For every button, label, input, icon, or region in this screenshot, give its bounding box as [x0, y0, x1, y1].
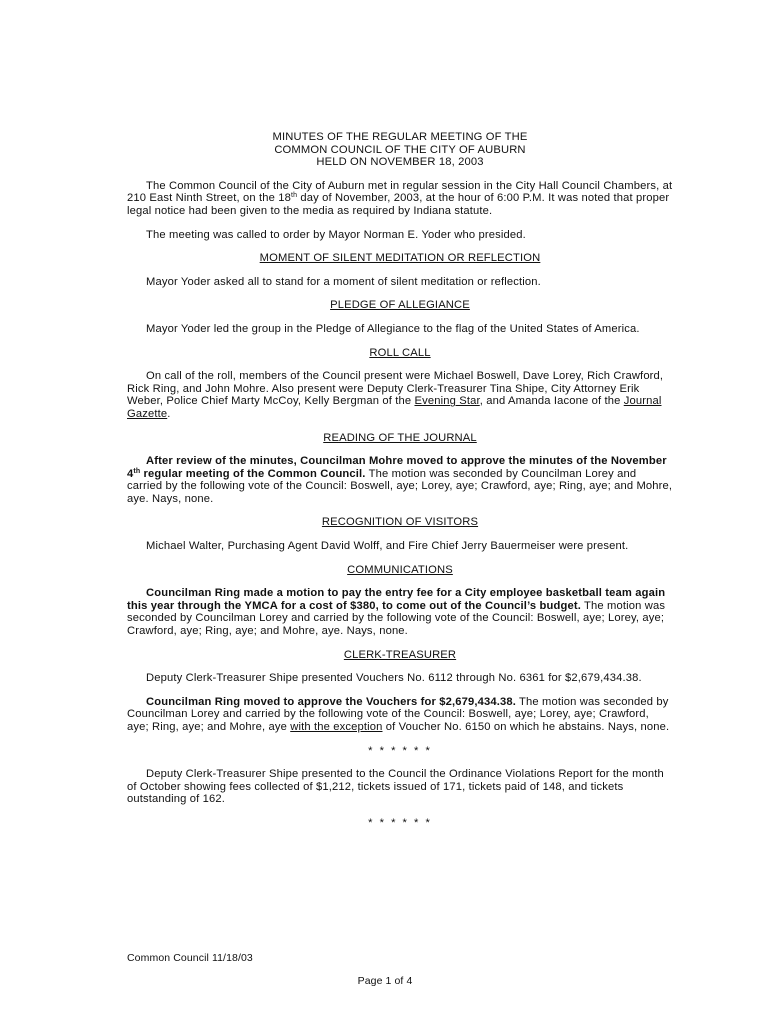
section-separator: * * * * * * [368, 744, 432, 757]
paragraph-text: Deputy Clerk-Treasurer Shipe presented Vouchers No. 6112 through No. 6361 for $2,679,434.38. [146, 672, 642, 685]
paragraph [127, 696, 673, 734]
paragraph-text: On call of the roll, members of the Council present were Michael Boswell, Dave Lorey, Rich Crawford, Rick Ring, and John Mohre. Also present were Deputy Clerk-Treasurer Tina Shipe, City Attorney Erik Weber, Police Chief Marty McCoy, Kelly Bergman of the [127, 370, 664, 408]
title-line-2: COMMON COUNCIL OF THE CITY OF AUBURN [274, 143, 526, 156]
paragraph-text: The motion was seconded by Councilman Lorey and carried by the following vote of the Council: Boswell, aye; Lorey, aye; Crawford, aye; Ring, aye; and Mohre, aye. Nays, none. [127, 599, 666, 638]
paragraph-text: of Voucher No. 6150 on which he abstains. Nays, none. [382, 721, 670, 733]
footer-label: Common Council 11/18/03 [127, 952, 253, 964]
title-line-1: MINUTES OF THE REGULAR MEETING OF THE [272, 131, 528, 143]
section-heading: MOMENT OF SILENT MEDITATION OR REFLECTION [259, 252, 541, 265]
paragraph-text: The Common Council of the City of Auburn met in regular session in the City Hall Council Chambers, at 210 East Ninth Street, on the 18 [127, 179, 673, 205]
paragraph-text: Deputy Clerk-Treasurer Shipe presented to the Council the Ordinance Violations Report for the month of October showing fees collected of $1,212, tickets issued of 171, tickets paid of 148, and tickets outstanding of 162. [127, 768, 664, 806]
document-title [127, 131, 673, 169]
title-line-3: HELD ON NOVEMBER 18, 2003 [316, 156, 484, 169]
paragraph-text: Michael Walter, Purchasing Agent David Wolff, and Fire Chief Jerry Bauermeiser were present. [146, 540, 629, 553]
paragraph [127, 276, 673, 289]
section-heading: ROLL CALL [369, 346, 431, 359]
section-separator: * * * * * * [368, 816, 432, 829]
paragraph [127, 587, 673, 637]
paragraph [127, 323, 673, 336]
underlined-text: Journal Gazette [127, 395, 662, 420]
document-body [127, 131, 673, 841]
paragraph-text: The motion was seconded by Councilman Lorey and carried by the following vote of the Council: Boswell, aye; Lorey, aye; Crawford, aye; Ring, aye; and Mohre, aye [127, 695, 669, 733]
section-heading: PLEDGE OF ALLEGIANCE [330, 299, 470, 312]
paragraph-text: day of November, 2003, at the hour of 6:00 P.M. It was noted that proper legal notice had been given to the media as required by Indiana statute. [127, 192, 670, 217]
paragraph [127, 180, 673, 218]
paragraph [127, 768, 673, 806]
bold-text: regular meeting of the Common Council. [140, 467, 366, 480]
section-heading: COMMUNICATIONS [347, 563, 453, 576]
paragraph-text: The meeting was called to order by Mayor Norman E. Yoder who presided. [146, 228, 526, 241]
page-number: Page 1 of 4 [357, 975, 413, 987]
paragraph-text: , and Amanda Iacone of the [479, 395, 624, 408]
paragraph-text: . [167, 407, 171, 420]
bold-text: Councilman Ring made a motion to pay the entry fee for a City employee basketball team again this year through the YMCA for a cost of $380, to come out of the Council’s budget. [127, 587, 666, 612]
paragraph [127, 540, 673, 553]
superscript-text: th [133, 467, 141, 475]
section-heading: READING OF THE JOURNAL [323, 431, 477, 444]
paragraph [127, 370, 673, 420]
section-heading: CLERK-TREASURER [343, 648, 457, 661]
paragraph [127, 672, 673, 685]
paragraph [127, 229, 673, 242]
paragraph-text: Mayor Yoder asked all to stand for a moment of silent meditation or reflection. [146, 275, 541, 288]
superscript-text: th [291, 192, 298, 200]
underlined-text: with the exception [290, 721, 383, 733]
underlined-text: Evening Star [414, 395, 480, 408]
paragraph [127, 455, 673, 505]
document-blocks [127, 180, 673, 830]
paragraph-text: Mayor Yoder led the group in the Pledge of Allegiance to the flag of the United States of America. [146, 322, 640, 335]
bold-text: After review of the minutes, Councilman Mohre moved to approve the minutes of the November 4 [127, 455, 667, 480]
paragraph-text: The motion was seconded by Councilman Lorey and carried by the following vote of the Council: Boswell, aye; Lorey, aye; Crawford, aye; Ring, aye; and Mohre, aye. Nays, none. [127, 467, 673, 505]
section-heading: RECOGNITION OF VISITORS [321, 516, 479, 529]
bold-text: Councilman Ring moved to approve the Vouchers for $2,679,434.38. [146, 695, 516, 708]
